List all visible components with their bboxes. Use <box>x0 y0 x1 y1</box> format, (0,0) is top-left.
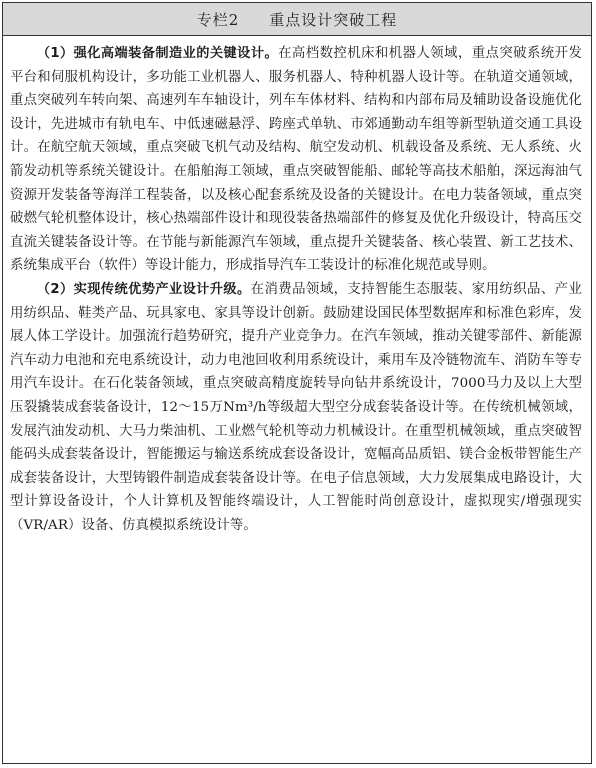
column-label: 专栏2 <box>196 10 240 29</box>
paragraph-high-end-equipment <box>10 42 582 278</box>
column-title: 重点设计突破工程 <box>269 10 398 29</box>
column-header <box>3 3 591 36</box>
paragraph-lead: （1）强化高端装备制造业的关键设计。 <box>36 46 279 61</box>
column-content <box>3 36 591 537</box>
paragraph-traditional-industries <box>10 278 582 538</box>
column-box <box>2 2 592 764</box>
paragraph-body: 在消费品领域，支持智能生态服装、家用纺织品、产业用纺织品、鞋类产品、玩具家电、家具等设计创新。鼓励建设国民体型数据库和标准色彩库，发展人体工学设计。加强流行趋势研究，提升产业竞争力。在汽车领域，推动关键零部件、新能源汽车动力电池和充电系统设计，动力电池回收利用系统设计，乘用车及冷链物流车、消防车等专用汽车设计。在石化装备领域，重点突破高精度旋转导向钻井系统设计，7000马力及以上大型压裂撬装成套装备设计，12～15万Nm³/h等级超大型空分成套装备设计等。在传统机械领域，发展汽油发动机、大马力柴油机、工业燃气轮机等动力机械设计。在重型机械领域，重点突破智能码头成套装备设计，智能搬运与输送系统成套设备设计，宽幅高品质铝、镁合金板带智能生产成套装备设计，大型铸锻件制造成套装备设计等。在电子信息领域，大力发展集成电路设计，大型计算设备设计，个人计算机及智能终端设计，人工智能时尚创意设计，虚拟现实/增强现实（VR/AR）设备、仿真模拟系统设计等。 <box>10 281 582 533</box>
paragraph-body: 在高档数控机床和机器人领域，重点突破系统开发平台和伺服机构设计，多功能工业机器人、服务机器人、特种机器人设计等。在轨道交通领域，重点突破列车转向架、高速列车车轴设计，列车车体材料、结构和内部布局及辅助设备设施优化设计，先进城市有轨电车、中低速磁悬浮、跨座式单轨、市郊通勤动车组等新型轨道交通工具设计。在航空航天领域，重点突破飞机气动及结构、航空发动机、机载设备及系统、无人系统、火箭发动机等系统关键设计。在船舶海工领域，重点突破智能船、邮轮等高技术船舶，深远海油气资源开发装备等海洋工程装备，以及核心配套系统及设备的关键设计。在电力装备领域，重点突破燃气轮机整体设计，核心热端部件设计和现役装备热端部件的修复及优化升级设计，特高压交直流关键装备设计等。在节能与新能源汽车领域，重点提升关键装备、核心装置、新工艺技术、系统集成平台（软件）等设计能力，形成指导汽车工装设计的标准化规范或导则。 <box>10 46 582 274</box>
paragraph-lead: （2）实现传统优势产业设计升级。 <box>36 281 251 297</box>
